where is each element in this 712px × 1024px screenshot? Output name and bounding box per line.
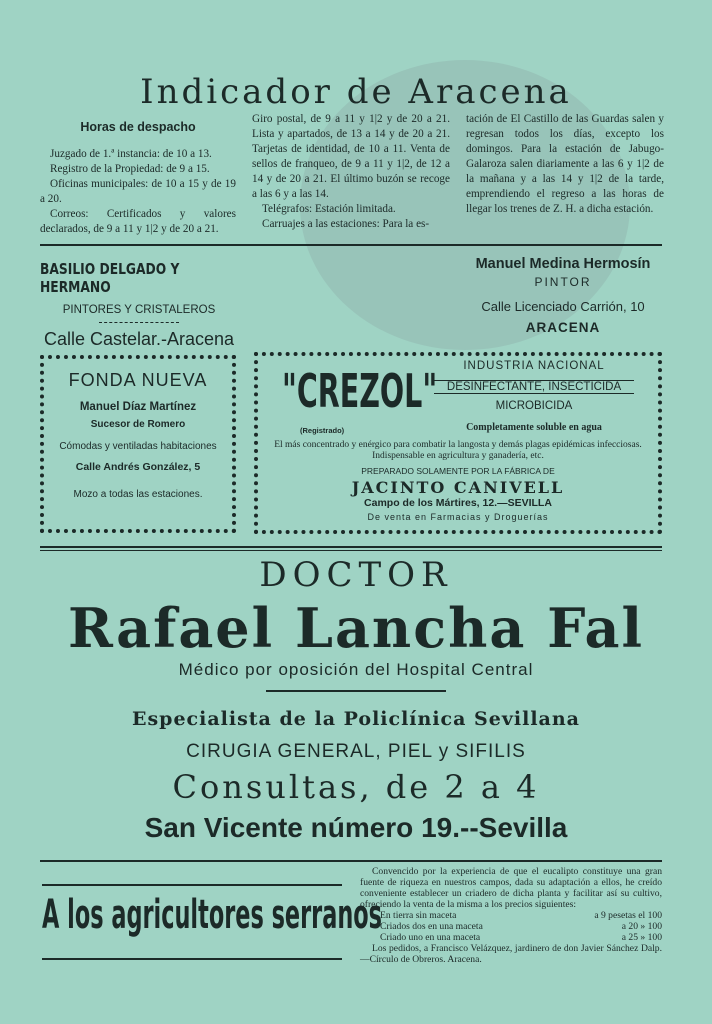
ad-doctor-title: DOCTOR bbox=[259, 555, 453, 595]
ad-crezol-brand: "CREZOL" bbox=[282, 364, 438, 418]
ad-doctor-consult: Consultas, de 2 a 4 bbox=[172, 768, 540, 806]
ad-fonda-name: FONDA NUEVA bbox=[68, 370, 208, 390]
price-row bbox=[360, 921, 662, 932]
ad-doctor-sub: Médico por oposición del Hospital Central bbox=[178, 660, 534, 679]
ad-crezol-line2: DESINFECTANTE, INSECTICIDA bbox=[434, 380, 634, 394]
ad-basilio-trade: PINTORES Y CRISTALEROS bbox=[62, 304, 216, 316]
hours-line: Registro de la Propiedad: de 9 a 15. bbox=[50, 163, 210, 175]
divider bbox=[42, 884, 342, 886]
ad-fonda bbox=[40, 355, 236, 533]
divider bbox=[40, 546, 662, 548]
hours-line: Carruajes a las estaciones: Para la es- bbox=[262, 218, 430, 230]
ad-agric-intro: Convencido por la experiencia de que el eucalipto constituye una gran fuente de riqueza en nuestros campos, dada su adaptación a ellos, he creído conveniente establecer un criadero de dicha planta y facilitar así su cultivo, ofreciendo la venta de la misma a los precios siguientes: bbox=[360, 866, 662, 910]
price-row bbox=[360, 910, 662, 921]
ad-medina-name: Manuel Medina Hermosín bbox=[475, 256, 651, 272]
hours-line: Oficinas municipales: de 10 a 15 y de 19 a 20. bbox=[40, 178, 236, 205]
ad-crezol bbox=[254, 352, 662, 534]
ad-medina-city: ARACENA bbox=[525, 320, 601, 335]
price-value: a 20 » 100 bbox=[621, 921, 662, 932]
ad-crezol-sale: De venta en Farmacias y Droguerías bbox=[367, 512, 549, 522]
hours-heading: Horas de despacho bbox=[80, 120, 196, 134]
ad-doctor-fields: CIRUGIA GENERAL, PIEL y SIFILIS bbox=[186, 741, 526, 762]
ad-doctor-name: Rafael Lancha Fal bbox=[67, 596, 645, 660]
ad-crezol-prep: PREPARADO SOLAMENTE POR LA FÁBRICA DE bbox=[361, 466, 555, 476]
page-title: Indicador de Aracena bbox=[140, 72, 572, 112]
ad-doctor-special: Especialista de la Policlínica Sevillana bbox=[132, 708, 580, 730]
ad-crezol-address: Campo de los Mártires, 12.—SEVILLA bbox=[364, 497, 552, 509]
ad-crezol-line3: MICROBICIDA bbox=[495, 400, 573, 412]
ad-basilio-address: Calle Castelar.-Aracena bbox=[43, 329, 235, 349]
ad-fonda-address: Calle Andrés González, 5 bbox=[75, 461, 201, 473]
hours-line: Giro postal, de 9 a 11 y 1|2 y de 20 a 21. Lista y apartados, de 13 a 14 y de 20 a 21. Tarjetas de identidad, de 10 a 11. Venta de sellos de franqueo, de 9 a 11 y 1|2, de 12 a 14 y de 20 a 21. El último buzón se recoge a las 6 y a las 14. bbox=[252, 113, 450, 200]
divider bbox=[266, 690, 446, 692]
hours-column-2 bbox=[252, 112, 450, 232]
hours-line: Telégrafos: Estación limitada. bbox=[262, 203, 396, 215]
price-value: a 25 » 100 bbox=[621, 932, 662, 943]
ad-crezol-maker: JACINTO CANIVELL bbox=[351, 478, 565, 497]
ad-crezol-line1: INDUSTRIA NACIONAL bbox=[463, 360, 605, 372]
ad-basilio bbox=[40, 260, 238, 350]
price-value: a 9 pesetas el 100 bbox=[594, 910, 662, 921]
hours-line: Correos: Certificados y valores declarados, de 9 a 11 y 1|2 y de 20 a 21. bbox=[40, 208, 236, 235]
ad-fonda-service: Mozo a todas las estaciones. bbox=[73, 489, 203, 500]
ad-fonda-owner: Manuel Díaz Martínez bbox=[79, 401, 197, 413]
ad-medina bbox=[462, 256, 664, 335]
ad-doctor-address: San Vicente número 19.--Sevilla bbox=[144, 812, 568, 843]
price-item: Criado uno en una maceta bbox=[380, 932, 481, 943]
divider bbox=[42, 958, 342, 960]
ad-basilio-name: BASILIO DELGADO Y HERMANO bbox=[40, 260, 180, 296]
ad-fonda-successor: Sucesor de Romero bbox=[90, 419, 186, 430]
ad-agric-outro: Los pedidos, a Francisco Velázquez, jardinero de don Javier Sánchez Dalp.—Círculo de Obreros. Aracena. bbox=[360, 943, 662, 965]
hours-line: Juzgado de 1.ª instancia: de 10 a 13. bbox=[50, 148, 212, 160]
price-item: Criados dos en una maceta bbox=[380, 921, 483, 932]
divider bbox=[40, 244, 662, 246]
price-item: En tierra sin maceta bbox=[380, 910, 457, 921]
hours-column-1 bbox=[40, 120, 236, 237]
hours-column-3 bbox=[466, 112, 664, 217]
hours-line: tación de El Castillo de las Guardas salen y regresan todos los días, excepto los domingos. Para la estación de Jabugo-Galaroza salen diariamente a las 6 y 1|2 de la mañana y a las 14 y 1|2 de la tarde, emprendiendo el regreso a las horas de llegar los trenes de Z. H. a dicha estación. bbox=[466, 113, 664, 215]
ad-fonda-rooms: Cómodas y ventiladas habitaciones bbox=[59, 441, 217, 452]
ad-medina-address: Calle Licenciado Carrión, 10 bbox=[481, 299, 645, 314]
divider bbox=[40, 860, 662, 862]
ad-medina-trade: PINTOR bbox=[534, 275, 592, 289]
ad-agric-headline: A los agricultores serranos bbox=[42, 892, 382, 938]
ad-agric-text bbox=[360, 866, 662, 965]
ad-crezol-desc: El más concentrado y enérgico para combatir la langosta y demás plagas epidémicas infecciosas. Indispensable en agricultura y ganadería, etc. bbox=[274, 440, 642, 461]
price-row bbox=[360, 932, 662, 943]
divider bbox=[99, 322, 179, 323]
divider bbox=[40, 550, 662, 551]
ad-crezol-registered: (Registrado) bbox=[300, 426, 345, 435]
ad-crezol-soluble: Completamente soluble en agua bbox=[466, 422, 602, 433]
